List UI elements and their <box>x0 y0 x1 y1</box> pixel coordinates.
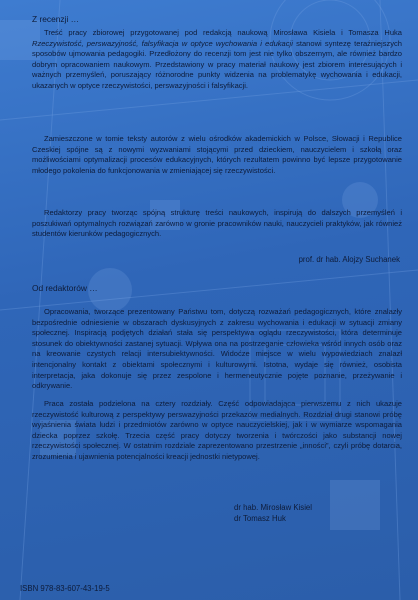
review-signature: prof. dr hab. Alojzy Suchanek <box>298 255 400 264</box>
editors-paragraph-2: Praca została podzielona na cztery rozdziały. Część odpowiadająca pierwszemu z nich ukazuje rzeczywistość kulturową z perspektywy perswazyjności przekazów medialnych. Rozdział drugi stanowi próbę wyjaśnienia świata ludzi i przedmiotów zarówno w optyce nauczycielskiej, jak i w wymiarze wspomagania dziecka poprzez szkołę. Trzecia część pracy dotyczy tworzenia i twórczości jako substancji nowej rzeczywistości społecznej. W ostatnim rozdziale zaprezentowano przestrzenie „inności”, czyli próbę dotarcia, zrozumienia i ujawnienia potencjalności kreacji jednostki nietypowej. <box>32 399 402 461</box>
editor-signature-2: dr Tomasz Huk <box>234 514 286 523</box>
review-paragraph-1-end: stanowi syntezę teraźniejszych sposobów ujmowania pedagogiki. Przedłożony do recenzji tom jest nie tylko obszernym, ale również bardzo dobrym opracowaniem naukowym. Przedstawiony w pracy materiał naukowy jest zbiorem interesujących i ważnych przemyśleń, poruszający różnorodne punkty widzenia na problematykę wychowania i edukacji, ukazanych w optyce rzeczywistości, perswazyjności i falsyfikacji. <box>32 38 402 90</box>
isbn: ISBN 978-83-607-43-19-5 <box>20 584 110 593</box>
review-paragraph-2: Zamieszczone w tomie teksty autorów z wielu ośrodków akademickich w Polsce, Słowacji i Republice Czeskiej spójne są z nowymi wyzwaniami stojącymi przed dzieckiem, nauczycielem i szkołą oraz możliwościami optymalizacji procesów edukacyjnych, których rezultatem powinno być lepsze przygotowanie młodego pokolenia do funkcjonowania w zmieniającej się rzeczywistości. <box>32 134 402 175</box>
review-paragraph-1-start: Treść pracy zbiorowej przygotowanej pod redakcją naukową Mirosława Kisiela i Tomasza Huka <box>44 28 402 37</box>
editors-heading: Od redaktorów … <box>32 283 98 293</box>
review-heading: Z recenzji … <box>32 14 80 24</box>
editors-paragraph-1: Opracowania, tworzące prezentowany Państwu tom, dotyczą rozważań pedagogicznych, które znalazły bezpośrednie odniesienie w obszarach dyskusyjnych z zakresu wychowania i edukacji w sytuacji zmiany społecznej. Inspiracją podjętych działań stała się perspektywa oglądu rzeczywistości, która determinuje stosunek do obiektywności zastanej sytuacji. Wpływa ona na postrzeganie człowieka wśród innych osób oraz na kreowanie czystych relacji intersubiektywności. Widoćze miejsce w wielu wypowiedziach znalazł intencjonalny kontakt z obiektami społecznymi i kulturowymi. Istotna, wydaje się również, osobista interpretacja, jaka dokonuje się przez zespolone i hermeneutycznie pojęte poznanie, przeżywanie i odkrywanie. <box>32 307 402 391</box>
book-title: Rzeczywistość, perswazyjność, falsyfikacja w optyce wychowania i edukacji <box>32 38 293 48</box>
review-paragraph-3: Redaktorzy pracy tworząc spójną strukturę treści naukowych, inspirują do dalszych przemyśleń i poszukiwań optymalnych rozwiązań zarówno w gronie pracowników nauki, nauczycieli praktyków, jak również studentów kierunków pedagogicznych. <box>32 208 402 239</box>
editor-signature-1: dr hab. Mirosław Kisiel <box>234 503 312 512</box>
review-paragraph-1 <box>32 28 402 92</box>
text-panel <box>12 6 406 594</box>
